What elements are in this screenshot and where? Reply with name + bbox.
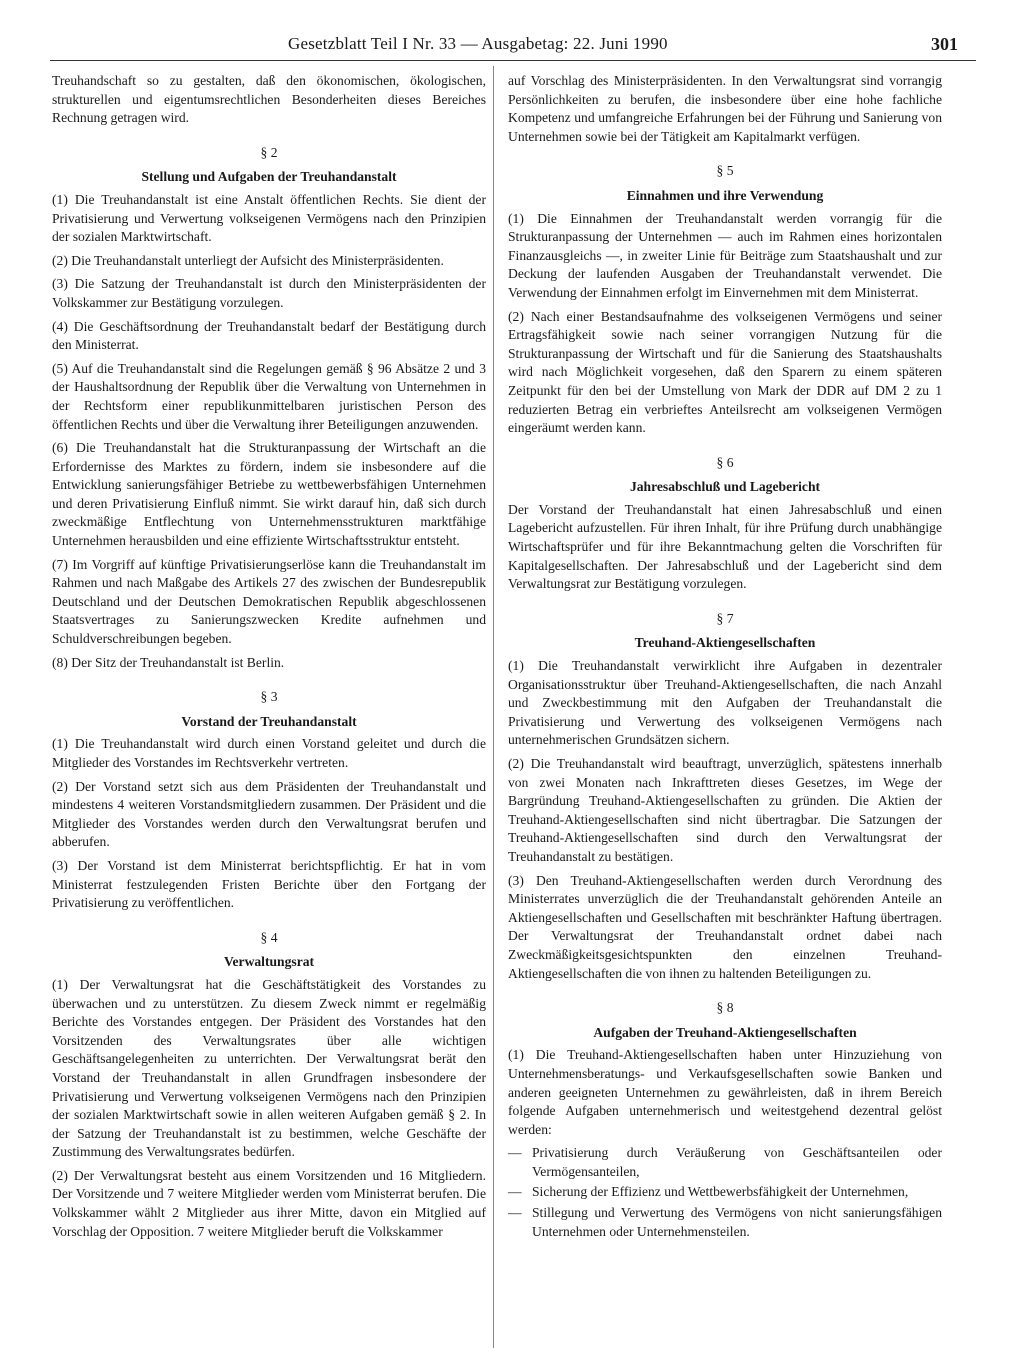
section-title: Aufgaben der Treuhand-Aktiengesellschaften <box>593 1024 857 1040</box>
section-number: § 5 <box>716 163 734 179</box>
paragraph: (3) Den Treuhand-Aktiengesellschaften werden durch Verordnung des Ministerrates unverzüglich die der Treuhandanstalt gehörenden Anteile an Aktiengesellschaften und Gesellschaften mit beschränkter Haftung übertragen. Der Verwaltungsrat der Treuhandanstalt ordnet dabei nach Zweckmäßigkeitsgesichtspunkten den einzelnen Treuhand-Aktiengesellschaften die von ihnen zu haltenden Beteiligungen zu. <box>508 872 942 981</box>
continued-text: auf Vorschlag des Ministerpräsidenten. In den Verwaltungsrat sind vorrangig Persönlichkeiten zu berufen, die insbesondere über eine hohe fachliche Kompetenz und umfangreiche Erfahrungen bei der Führung und Sanierung von Unternehmen sowie bei der Tätigkeit am Kapitalmarkt verfügen. <box>508 73 942 144</box>
list-item-text: Stillegung und Verwertung des Vermögens von nicht sanierungsfähigen Unternehmen oder Unternehmensteilen. <box>532 1205 942 1239</box>
paragraph: (5) Auf die Treuhandanstalt sind die Regelungen gemäß § 96 Absätze 2 und 3 der Haushaltsordnung der Republik über die Verwaltung von Unternehmen in der Rechtsform einer republikunmittelbaren juristischen Person des öffentlichen Rechts und über die Verwaltung ihrer Beteiligungen anzuwenden. <box>52 360 486 432</box>
paragraph: (8) Der Sitz der Treuhandanstalt ist Berlin. <box>52 654 285 670</box>
list-item <box>508 1204 942 1241</box>
paragraph: (1) Die Treuhandanstalt ist eine Anstalt öffentlichen Rechts. Sie dient der Privatisierung und Verwertung volkseigenen Vermögens nach den Prinzipien der sozialen Marktwirtschaft. <box>52 191 486 245</box>
section-title: Verwaltungsrat <box>223 954 315 970</box>
paragraph: (6) Die Treuhandanstalt hat die Strukturanpassung der Wirtschaft an die Erfordernisse des Marktes zu fördern, indem sie insbesondere auf die Entwicklung sanierungsfähiger Betriebe zu wettbewerbsfähigen Unternehmen und deren Privatisierung Einfluß nimmt. Sie wirkt darauf hin, daß sich durch zweckmäßige Entflechtung von Unternehmensstrukturen marktfähige Unternehmen herausbilden und eine effiziente Wirtschaftsstruktur entsteht. <box>52 440 486 549</box>
list-dash: — <box>508 1205 522 1221</box>
section-title: Vorstand der Treuhandanstalt <box>181 713 357 729</box>
paragraph: (1) Die Treuhandanstalt wird durch einen Vorstand geleitet und durch die Mitglieder des Vorstandes im Rechtsverkehr vertreten. <box>52 736 486 770</box>
section-6 <box>508 454 942 594</box>
list-dash: — <box>508 1184 522 1200</box>
section-4 <box>52 929 486 1242</box>
continued-text: Treuhandschaft so zu gestalten, daß den ökonomischen, ökologischen, strukturellen und eigentumsrechtlichen Besonderheiten dieses Bereiches Rechnung getragen wird. <box>52 73 486 126</box>
section-number: § 4 <box>260 929 278 945</box>
gazette-title: Gesetzblatt Teil I Nr. 33 — Ausgabetag: 22. Juni 1990 <box>288 34 668 53</box>
paragraph: (2) Der Verwaltungsrat besteht aus einem Vorsitzenden und 16 Mitgliedern. Der Vorsitzende und 7 weitere Mitglieder werden vom Ministerrat berufen. Die Volkskammer wählt 2 Mitglieder aus ihrer Mitte, davon ein Mitglied auf Vorschlag der Opposition. 7 weitere Mitglieder beruft die Volkskammer <box>52 1167 486 1239</box>
section-number: § 7 <box>716 610 734 626</box>
list-item-text: Sicherung der Effizienz und Wettbewerbsfähigkeit der Unternehmen, <box>532 1184 909 1200</box>
paragraph: (2) Nach einer Bestandsaufnahme des volkseigenen Vermögens und seiner Ertragsfähigkeit sowie nach seiner vorrangigen Nutzung für die Strukturanpassung der Wirtschaft und für die Sanierung des Staatshaushalts wird nach Möglichkeit vorgesehen, daß den Sparern zu einem späteren Zeitpunkt für den bei der Umstellung von Mark der DDR auf DM 2 zu 1 reduzierten Betrag ein verbrieftes Anteilsrecht am volkseigenen Vermögen eingeräumt werden kann. <box>508 308 942 436</box>
section-2 <box>52 144 486 672</box>
section-number: § 3 <box>260 689 278 705</box>
section-title: Jahresabschluß und Lagebericht <box>629 479 821 495</box>
page-header <box>0 34 1024 62</box>
paragraph: (2) Der Vorstand setzt sich aus dem Präsidenten der Treuhandanstalt und mindestens 4 weiteren Vorstandsmitgliedern zusammen. Der Präsident und die Mitglieder des Vorstandes werden durch den Verwaltungsrat berufen und abberufen. <box>52 778 486 850</box>
left-column <box>52 72 486 1246</box>
page-number: 301 <box>931 34 958 54</box>
paragraph: (1) Die Einnahmen der Treuhandanstalt werden vorrangig für die Strukturanpassung der Unternehmen — auch im Rahmen eines horizontalen Finanzausgleichs —, in zweiter Linie für Beiträge zum Staatshaushalt und zur Deckung der laufenden Ausgaben der Treuhandanstalt verwendet. Die Verwendung der Einnahmen erfolgt im Einvernehmen mit dem Ministerrat. <box>508 210 942 300</box>
paragraph: (3) Der Vorstand ist dem Ministerrat berichtspflichtig. Er hat in vom Ministerrat festzulegenden Fristen Berichte über den Fortgang der Privatisierung zu veröffentlichen. <box>52 857 486 911</box>
section-7 <box>508 610 942 983</box>
paragraph: (1) Die Treuhand-Aktiengesellschaften haben unter Hinzuziehung von Unternehmensberatungs- und Verkaufsgesellschaften sowie Banken und anderen geeigneten Unternehmen zu gewährleisten, daß in ihrem Bereich folgende Aufgaben unternehmerisch und weitestgehend dezentral gelöst werden: <box>508 1047 942 1137</box>
section-title: Stellung und Aufgaben der Treuhandanstalt <box>141 169 397 185</box>
task-list <box>508 1144 942 1241</box>
section-3 <box>52 688 486 913</box>
section-title: Treuhand-Aktiengesellschaften <box>634 635 816 651</box>
header-rule <box>50 60 976 61</box>
column-divider <box>493 66 494 1348</box>
list-item <box>508 1183 942 1202</box>
list-item-text: Privatisierung durch Veräußerung von Geschäftsanteilen oder Vermögensanteilen, <box>532 1145 942 1179</box>
list-item <box>508 1144 942 1181</box>
paragraph: (3) Die Satzung der Treuhandanstalt ist durch den Ministerpräsidenten der Volkskammer zur Bestätigung vorzulegen. <box>52 276 486 310</box>
paragraph: (1) Der Verwaltungsrat hat die Geschäftstätigkeit des Vorstandes zu überwachen und zu unterstützen. Zu diesem Zweck nimmt er regelmäßig Berichte des Vorstandes entgegen. Der Präsident des Vorstandes hat den Vorsitzenden des Verwaltungsrates über alle wichtigen Geschäftsangelegenheiten zu unterrichten. Der Verwaltungsrat berät den Vorstand der Treuhandanstalt in allen Grundfragen insbesondere der Privatisierung und Verwertung volkseigenen Vermögens nach den Prinzipien der sozialen Marktwirtschaft sowie in allen weiteren Aufgaben gemäß § 2. In der Satzung der Treuhandanstalt ist zu bestimmen, welche Geschäfte der Zustimmung des Verwaltungsrates bedürfen. <box>52 976 486 1160</box>
paragraph: (7) Im Vorgriff auf künftige Privatisierungserlöse kann die Treuhandanstalt im Rahmen und nach Maßgabe des Artikels 27 des zwischen der Bundesrepublik Deutschland und der Deutschen Demokratischen Republik abgeschlossenen Staatsvertrages zu Sanierungszwecken Kredite aufnehmen und Schuldverschreibungen begeben. <box>52 556 486 647</box>
section-5 <box>508 162 942 437</box>
right-column <box>508 72 942 1243</box>
paragraph: Der Vorstand der Treuhandanstalt hat einen Jahresabschluß und einen Lagebericht aufzustellen. Für ihren Inhalt, für ihre Prüfung durch unabhängige Wirtschaftsprüfer und für ihre Bekanntmachung gelten die Vorschriften für Kapitalgesellschaften. Der Jahresabschluß und der Lagebericht sind dem Verwaltungsrat zur Bestätigung vorzulegen. <box>508 501 942 592</box>
paragraph: (4) Die Geschäftsordnung der Treuhandanstalt bedarf der Bestätigung durch den Ministerrat. <box>52 318 486 353</box>
section-8 <box>508 999 942 1241</box>
paragraph: (1) Die Treuhandanstalt verwirklicht ihre Aufgaben in dezentraler Organisationsstruktur über Treuhand-Aktiengesellschaften, die nach Anzahl und Zweckbestimmung mit den Aufgaben der Treuhandanstalt die Privatisierung und Verwertung des volkseigenen Vermögens nach unternehmerischen Grundsätzen sichern. <box>508 658 942 748</box>
paragraph: (2) Die Treuhandanstalt wird beauftragt, unverzüglich, spätestens innerhalb von zwei Monaten nach Inkrafttreten dieses Gesetzes, im Wege der Bargründung Treuhand-Aktiengesellschaften zu gründen. Die Aktien der Treuhand-Aktiengesellschaften sind nicht übertragbar. Die Satzungen der Treuhand-Aktiengesellschaften sind durch den Verwaltungsrat der Treuhandanstalt zu bestätigen. <box>508 756 942 864</box>
list-dash: — <box>508 1145 522 1161</box>
paragraph: (2) Die Treuhandanstalt unterliegt der Aufsicht des Ministerpräsidenten. <box>52 252 444 268</box>
section-number: § 8 <box>716 1000 734 1016</box>
section-number: § 6 <box>716 454 734 470</box>
section-number: § 2 <box>260 144 278 160</box>
section-title: Einnahmen und ihre Verwendung <box>626 187 824 203</box>
